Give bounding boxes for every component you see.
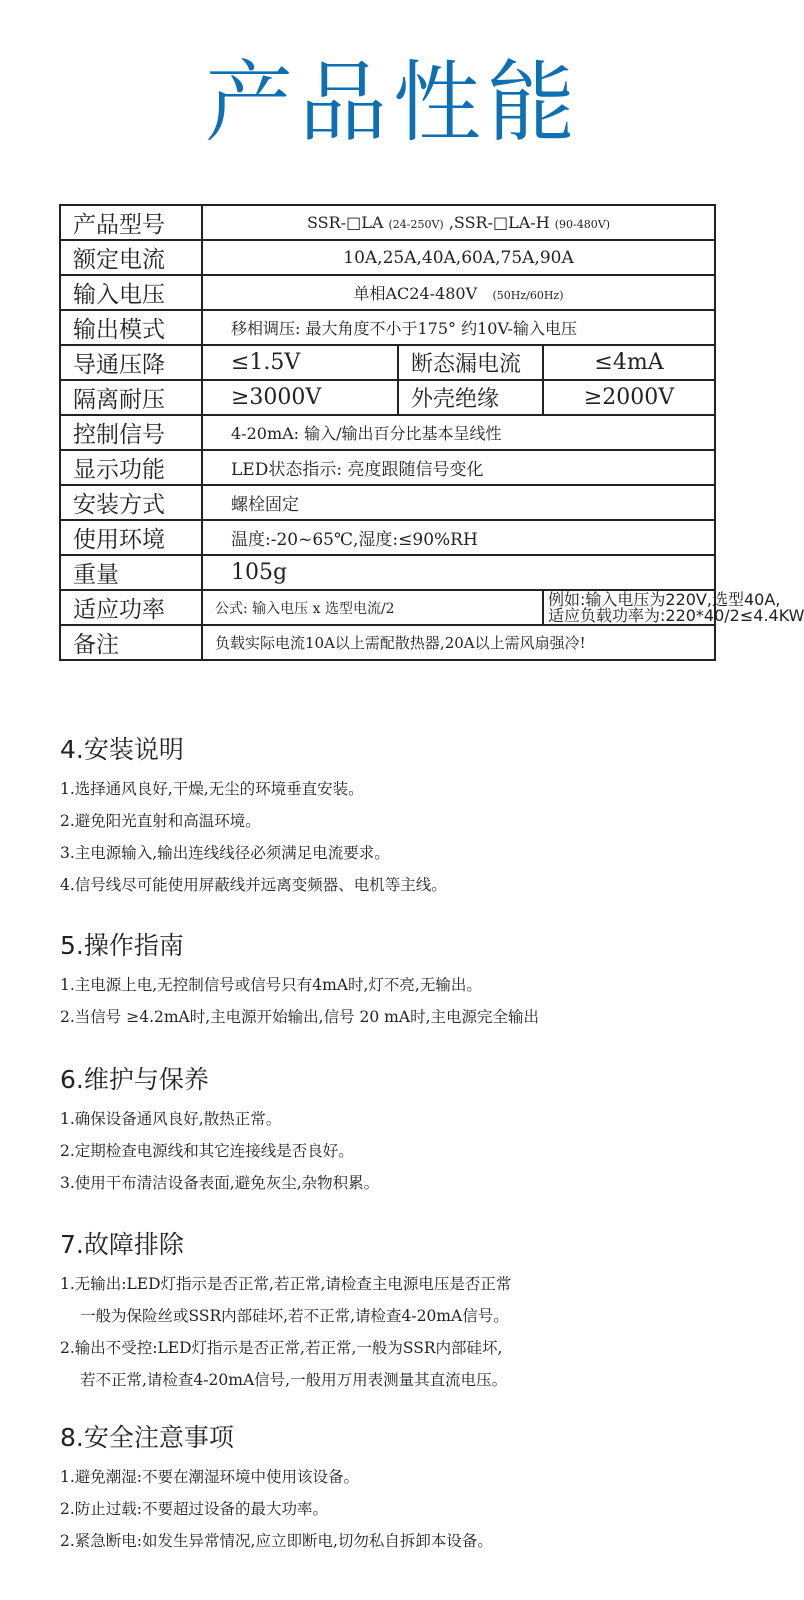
env-label: 使用环境 (60, 520, 202, 555)
list-item: 2.避免阳光直射和高温环境。 (60, 812, 261, 830)
isolation-label: 隔离耐压 (60, 380, 202, 415)
table-row (60, 310, 715, 345)
weight-value: 105g (202, 555, 715, 590)
current-value: 10A,25A,40A,60A,75A,90A (202, 240, 715, 275)
section-trouble (60, 1228, 760, 1396)
leak-value: ≤4mA (543, 345, 715, 380)
list-item: 1.避免潮湿:不要在潮湿环境中使用该设备。 (60, 1468, 360, 1486)
table-row (60, 625, 715, 660)
list-item: 3.使用干布清洁设备表面,避免灰尘,杂物积累。 (60, 1174, 380, 1192)
table-row (60, 485, 715, 520)
voltage-value (202, 275, 715, 310)
table-row (60, 380, 715, 415)
list-item: 2.紧急断电:如发生异常情况,应立即断电,切勿私自拆卸本设备。 (60, 1532, 493, 1550)
install-label: 安装方式 (60, 485, 202, 520)
section-safety (60, 1421, 760, 1557)
section-heading: 8.安全注意事项 (60, 1423, 234, 1452)
mode-value: 移相调压: 最大角度不小于175° 约10V-输入电压 (202, 310, 715, 345)
list-item: 1.选择通风良好,干燥,无尘的环境垂直安装。 (60, 780, 364, 798)
table-row (60, 205, 715, 240)
list-item: 2.当信号 ≥4.2mA时,主电源开始输出,信号 20 mA时,主电源完全输出 (60, 1008, 539, 1026)
voltage-freq: (50Hz/60Hz) (492, 289, 564, 302)
power-note (543, 589, 804, 625)
voltage-label: 输入电压 (60, 275, 202, 310)
power-formula: 公式: 输入电压 x 选型电流/2 (202, 590, 543, 625)
model-b-range: (90-480V) (554, 218, 611, 231)
power-label: 适应功率 (60, 590, 202, 625)
table-row (60, 240, 715, 275)
model-b: ,SSR-□LA-H (448, 213, 550, 232)
list-item: 2.定期检查电源线和其它连接线是否良好。 (60, 1142, 354, 1160)
page-title: 产品性能 (204, 51, 581, 154)
voltage-main: 单相AC24-480V (353, 284, 478, 303)
model-label: 产品型号 (60, 205, 202, 240)
remark-label: 备注 (60, 625, 202, 660)
section-heading: 7.故障排除 (60, 1230, 184, 1259)
list-item: 一般为保险丝或SSR内部硅坏,若不正常,请检查4-20mA信号。 (80, 1307, 509, 1325)
leak-label: 断态漏电流 (398, 345, 543, 380)
shell-label: 外壳绝缘 (398, 380, 543, 415)
section-operate (60, 929, 760, 1033)
mode-label: 输出模式 (60, 310, 202, 345)
current-label: 额定电流 (60, 240, 202, 275)
power-note-line-2: 适应负载功率为:220*40/2≤4.4KW (548, 605, 804, 625)
table-row (60, 555, 715, 590)
section-heading: 5.操作指南 (60, 931, 184, 960)
power-note-line-1: 例如:输入电压为220V,选型40A, (548, 589, 781, 609)
table-row (60, 450, 715, 485)
list-item: 4.信号线尽可能使用屏蔽线并远离变频器、电机等主线。 (60, 876, 447, 894)
isolation-value: ≥3000V (202, 380, 398, 415)
table-row (60, 415, 715, 450)
list-item: 1.主电源上电,无控制信号或信号只有4mA时,灯不亮,无输出。 (60, 976, 482, 994)
install-value: 螺栓固定 (202, 485, 715, 520)
signal-value: 4-20mA: 输入/输出百分比基本呈线性 (202, 415, 715, 450)
shell-value: ≥2000V (543, 380, 715, 415)
section-heading: 4.安装说明 (60, 735, 184, 764)
signal-label: 控制信号 (60, 415, 202, 450)
list-item: 2.输出不受控:LED灯指示是否正常,若正常,一般为SSR内部硅坏, (60, 1339, 503, 1357)
list-item: 1.确保设备通风良好,散热正常。 (60, 1110, 282, 1128)
display-label: 显示功能 (60, 450, 202, 485)
table-row (60, 520, 715, 555)
spec-table (59, 204, 804, 661)
list-item: 2.防止过载:不要超过设备的最大功率。 (60, 1500, 329, 1518)
table-row (60, 345, 715, 380)
list-item: 1.无输出:LED灯指示是否正常,若正常,请检查主电源电压是否正常 (60, 1275, 512, 1293)
section-install (60, 733, 760, 901)
section-maintain (60, 1063, 760, 1199)
model-a-range: (24-250V) (388, 218, 444, 231)
table-row (60, 275, 715, 310)
list-item: 若不正常,请检查4-20mA信号,一般用万用表测量其直流电压。 (80, 1371, 508, 1389)
remark-value: 负载实际电流10A以上需配散热器,20A以上需风扇强冷! (202, 625, 715, 660)
weight-label: 重量 (60, 555, 202, 590)
model-a: SSR-□LA (307, 213, 384, 232)
section-heading: 6.维护与保养 (60, 1065, 209, 1094)
model-value (202, 205, 715, 240)
env-value: 温度:-20~65℃,湿度:≤90%RH (202, 520, 715, 555)
list-item: 3.主电源输入,输出连线线径必须满足电流要求。 (60, 844, 390, 862)
drop-value: ≤1.5V (202, 345, 398, 380)
display-value: LED状态指示: 亮度跟随信号变化 (202, 450, 715, 485)
table-row (60, 590, 715, 625)
drop-label: 导通压降 (60, 345, 202, 380)
